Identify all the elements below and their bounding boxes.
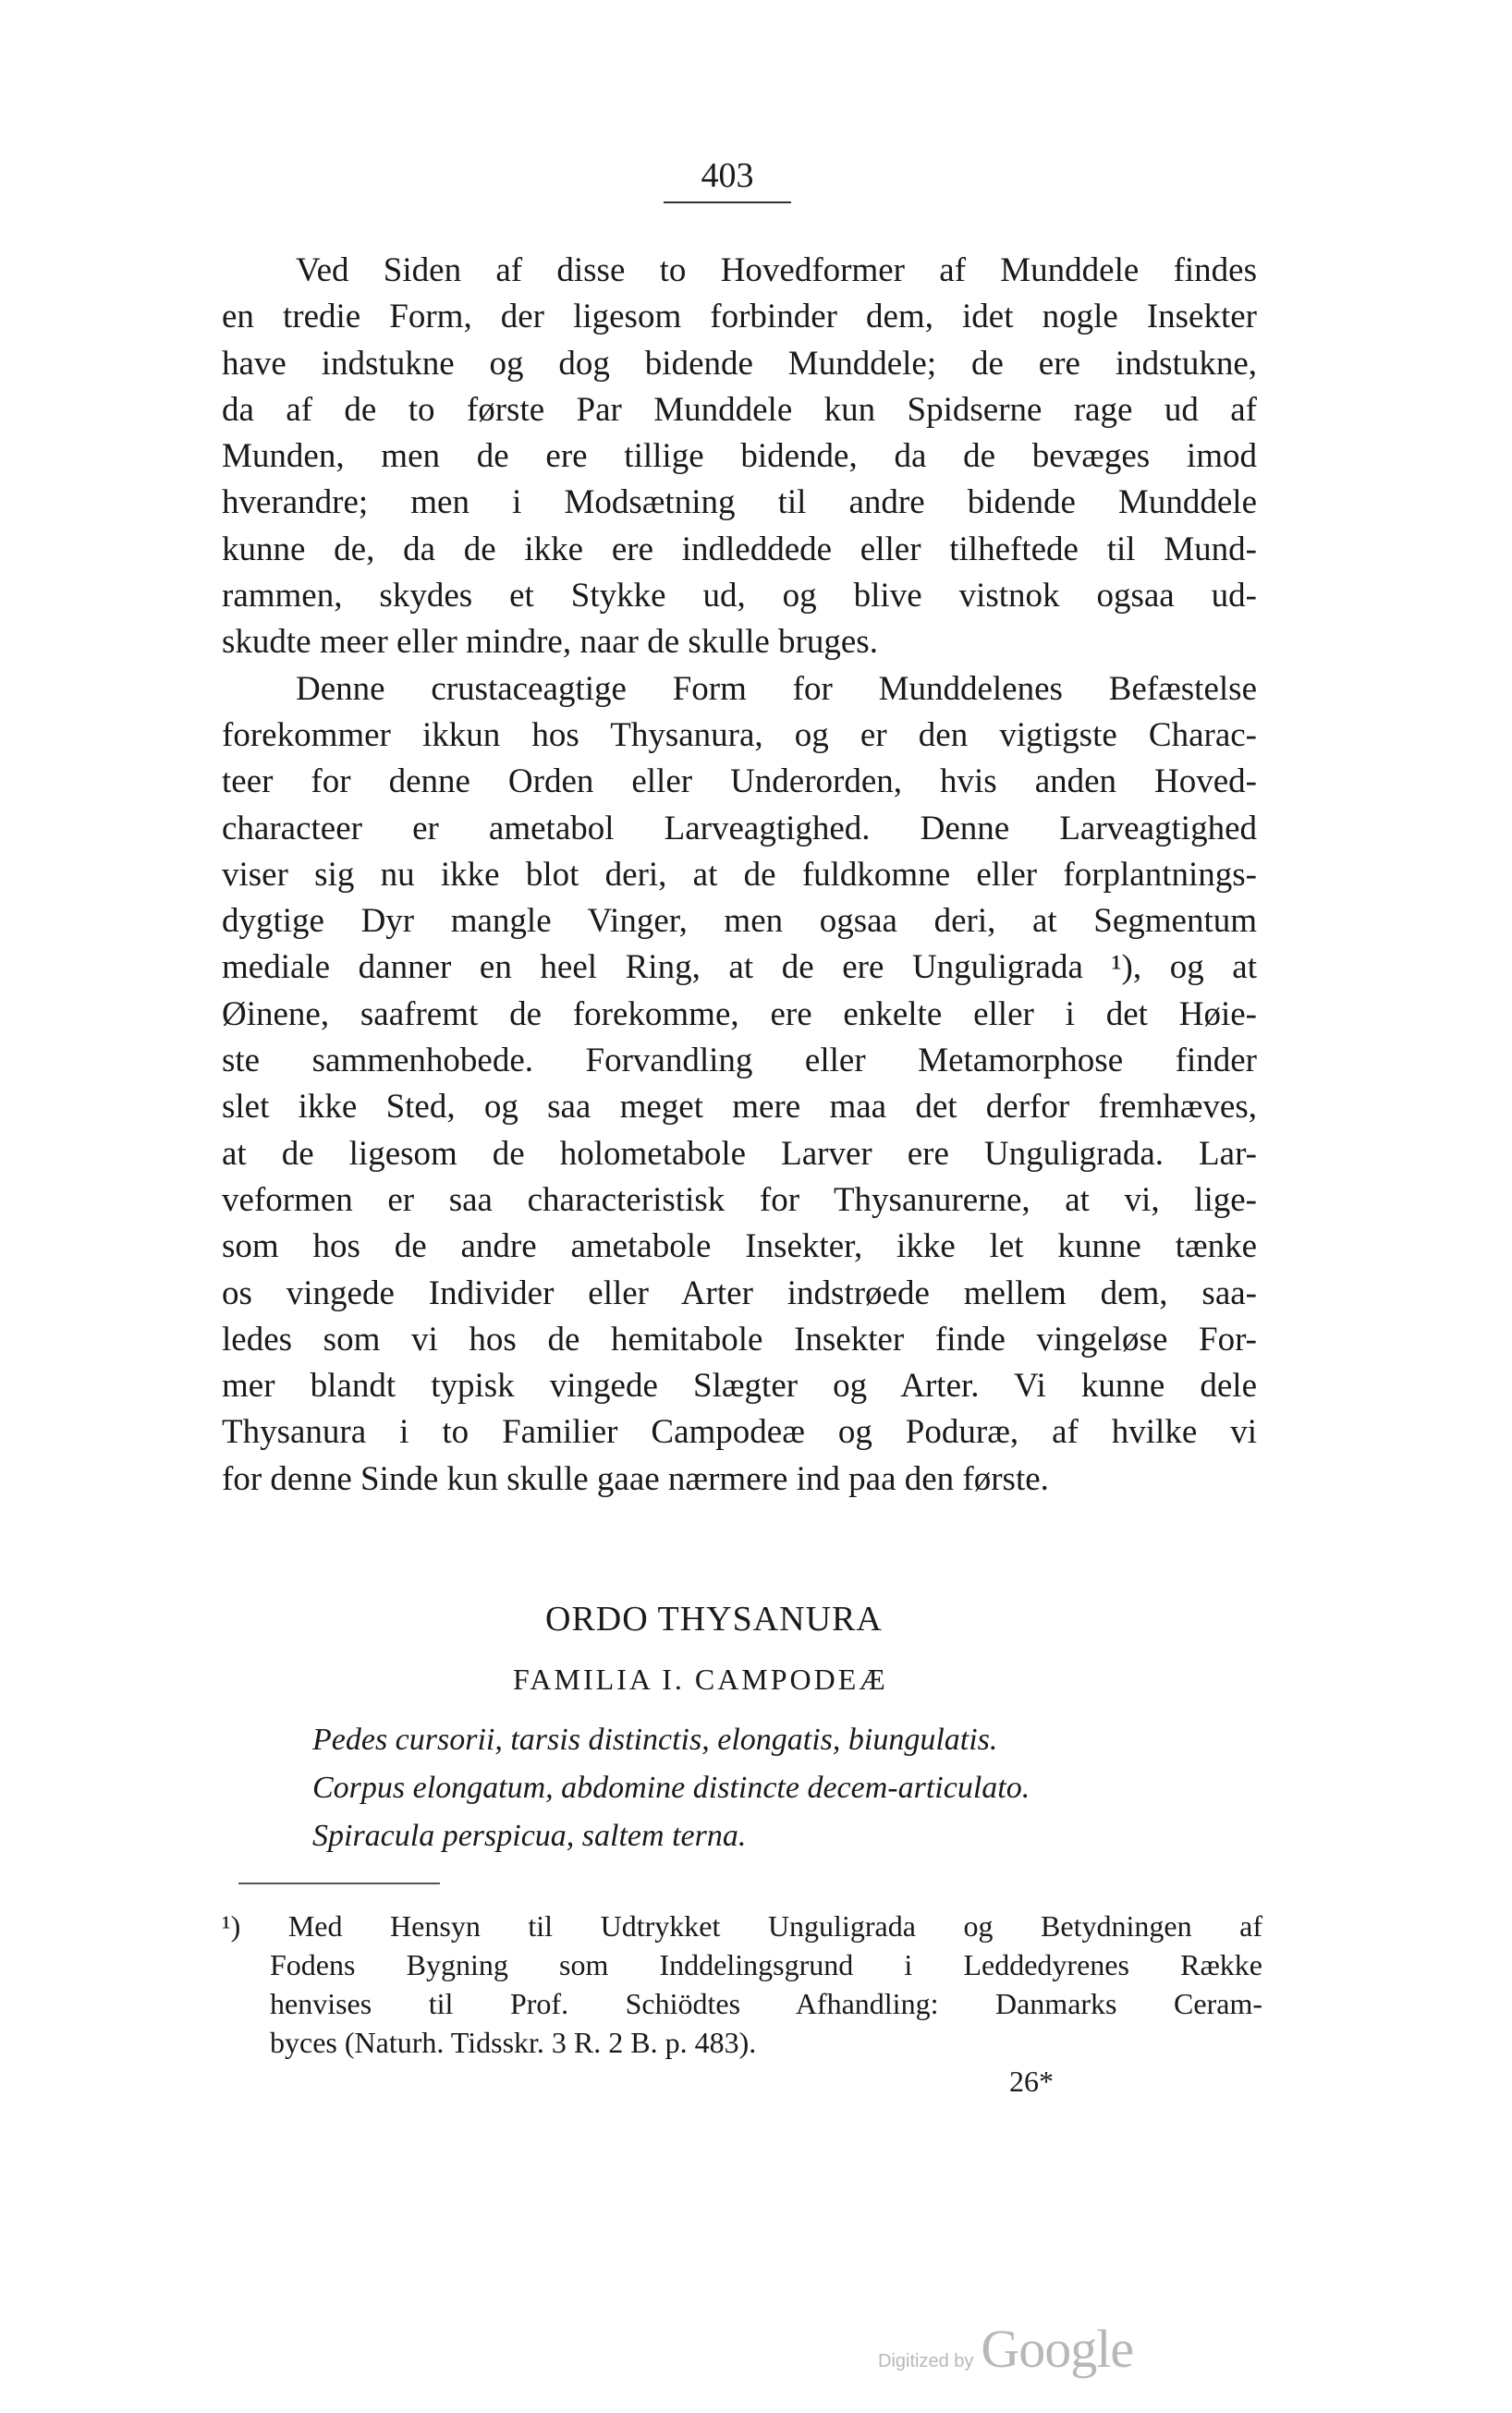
familia-heading: FAMILIA I. CAMPODEÆ [513,1663,888,1696]
page-number-rule [664,201,791,203]
text-line: ledes som vi hos de hemitabole Insekter finde vingeløse For- [222,1320,1257,1359]
text-line: rammen, skydes et Stykke ud, og blive vistnok ogsaa ud- [222,577,1257,615]
text-line: for denne Sinde kun skulle gaae nærmere ind paa den første. [222,1459,1049,1498]
text-line: forekommer ikkun hos Thysanura, og er den vigtigste Charac- [222,715,1257,754]
signature-mark: 26* [1009,2065,1054,2098]
footnote-rule [238,1883,440,1884]
text-line: slet ikke Sted, og saa meget mere maa det derfor fremhæves, [222,1088,1257,1127]
text-line: mer blandt typisk vingede Slægter og Arter. Vi kunne dele [222,1367,1257,1406]
text-line: Denne crustaceagtige Form for Munddelenes Befæstelse [296,669,1257,708]
text-line: mediale danner en heel Ring, at de ere Unguligrada ¹), og at [222,948,1257,987]
text-line: have indstukne og dog bidende Munddele; de ere indstukne, [222,344,1257,383]
watermark-text: Digitized by [878,2351,974,2371]
text-line: ste sammenhobede. Forvandling eller Metamorphose finder [222,1042,1257,1080]
digitized-watermark [878,2318,1134,2379]
text-line: Munden, men de ere tillige bidende, da de bevæges imod [222,437,1257,476]
text-line: Thysanura i to Familier Campodeæ og Poduræ, af hvilke vi [222,1413,1257,1452]
text-line: kunne de, da de ikke ere indleddede eller tilheftede til Mund- [222,530,1257,568]
text-line: som hos de andre ametabole Insekter, ikke let kunne tænke [222,1227,1257,1266]
text-line: en tredie Form, der ligesom forbinder dem, idet nogle Insekter [222,298,1257,336]
footnotes [222,1907,1262,2062]
page-number: 403 [701,156,754,195]
footnote-line: Fodens Bygning som Inddelingsgrund i Leddedyrenes Række [270,1948,1262,1981]
body-text [222,248,1257,1503]
text-line: teer for denne Orden eller Underorden, hvis anden Hoved- [222,762,1257,801]
text-line: at de ligesom de holometabole Larver ere Unguligrada. Lar- [222,1134,1257,1173]
latin-diagnosis [312,1716,1030,1860]
latin-line: Corpus elongatum, abdomine distincte decem-articulato. [312,1771,1030,1805]
ordo-heading: ORDO THYSANURA [545,1600,883,1639]
google-logo: Google [981,2319,1134,2379]
text-line: da af de to første Par Munddele kun Spidserne rage ud af [222,390,1257,429]
text-line: dygtige Dyr mangle Vinger, men ogsaa deri, at Segmentum [222,902,1257,941]
text-line: veformen er saa characteristisk for Thysanurerne, at vi, lige- [222,1180,1257,1219]
text-line: os vingede Individer eller Arter indstrøede mellem dem, saa- [222,1274,1257,1312]
footnote-line: henvises til Prof. Schiödtes Afhandling: Danmarks Ceram- [270,1987,1262,2020]
text-line: characteer er ametabol Larveagtighed. Denne Larveagtighed [222,809,1257,847]
text-line: skudte meer eller mindre, naar de skulle bruges. [222,623,878,662]
footnote-line: byces (Naturh. Tidsskr. 3 R. 2 B. p. 483). [270,2026,757,2059]
text-line: viser sig nu ikke blot deri, at de fuldkomne eller forplantnings- [222,855,1257,894]
latin-line: Spiracula perspicua, saltem terna. [312,1819,747,1853]
text-line: Ved Siden af disse to Hovedformer af Munddele findes [296,251,1257,289]
text-line: Øinene, saafremt de forekomme, ere enkelte eller i det Høie- [222,994,1257,1033]
latin-line: Pedes cursorii, tarsis distinctis, elongatis, biungulatis. [312,1723,998,1757]
text-line: hverandre; men i Modsætning til andre bidende Munddele [222,483,1257,522]
footnote-line: ¹) Med Hensyn til Udtrykket Unguligrada og Betydningen af [222,1909,1262,1943]
